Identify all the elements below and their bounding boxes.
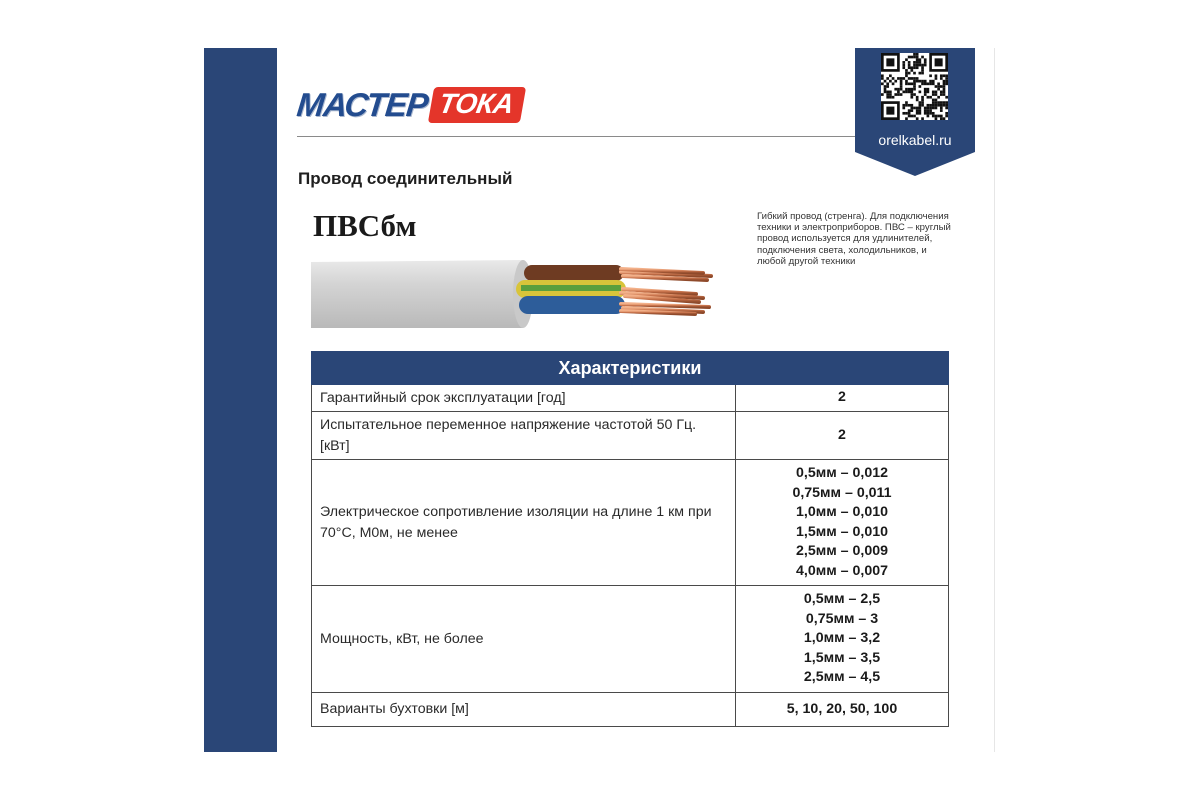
param-cell: Варианты бухтовки [м] [312, 693, 736, 727]
value-line: 0,75мм – 0,011 [792, 484, 892, 501]
cable-illustration [311, 252, 721, 340]
product-name: ПВСбм [313, 208, 417, 243]
param-cell: Гарантийный срок эксплуатации [год] [312, 385, 736, 412]
header-rule [297, 136, 857, 137]
value-line: 4,0мм – 0,007 [796, 562, 888, 579]
value-line: 1,0мм – 3,2 [803, 630, 881, 647]
document-subtitle: Провод соединительный [298, 169, 513, 188]
page-right-edge [994, 48, 995, 752]
product-description: Гибкий провод (стренга). Для подключения техники и электроприборов. ПВС – круглый провод используется для удлинителей, подключения света, холодильников, и любой другой техники [757, 211, 951, 267]
value-cell [736, 385, 949, 412]
value-line: 0,5мм – 2,5 [803, 591, 881, 608]
param-cell: Электрическое сопротивление изоляции на длине 1 км при 70°С, М0м, не менее [312, 460, 736, 586]
value-line: 0,5мм – 0,012 [796, 465, 888, 481]
table-row [312, 412, 949, 460]
table-row [312, 385, 949, 412]
value-line: 2 [838, 389, 846, 406]
value-line: 2,5мм – 4,5 [803, 669, 881, 686]
value-cell [736, 693, 949, 727]
website-link[interactable]: orelkabel.ru [878, 132, 952, 148]
qr-badge [855, 48, 975, 178]
logo-text-toka: ТОКА [428, 87, 526, 123]
value-line: 1,5мм – 3,5 [803, 649, 881, 666]
value-cell [736, 412, 949, 460]
table-title: Характеристики [312, 352, 949, 385]
value-line: 0,75мм – 3 [805, 610, 879, 627]
table-row [312, 586, 949, 693]
param-cell: Испытательное переменное напряжение частотой 50 Гц. [кВт] [312, 412, 736, 460]
value-line: 1,5мм – 0,010 [796, 523, 888, 540]
value-line: 2,5мм – 0,009 [796, 543, 888, 559]
value-cell [736, 586, 949, 693]
table-row [312, 460, 949, 586]
logo-text-master: МАСТЕР [295, 86, 430, 123]
specifications-table [311, 351, 949, 727]
table-row [312, 693, 949, 727]
value-cell [736, 460, 949, 586]
qr-code-icon[interactable] [881, 53, 948, 120]
value-line: 5, 10, 20, 50, 100 [786, 700, 898, 717]
value-line: 1,0мм – 0,010 [796, 504, 888, 520]
param-cell: Мощность, кВт, не более [312, 586, 736, 693]
brand-logo [297, 85, 523, 125]
value-line: 2 [838, 426, 846, 443]
left-navy-band [204, 48, 277, 752]
